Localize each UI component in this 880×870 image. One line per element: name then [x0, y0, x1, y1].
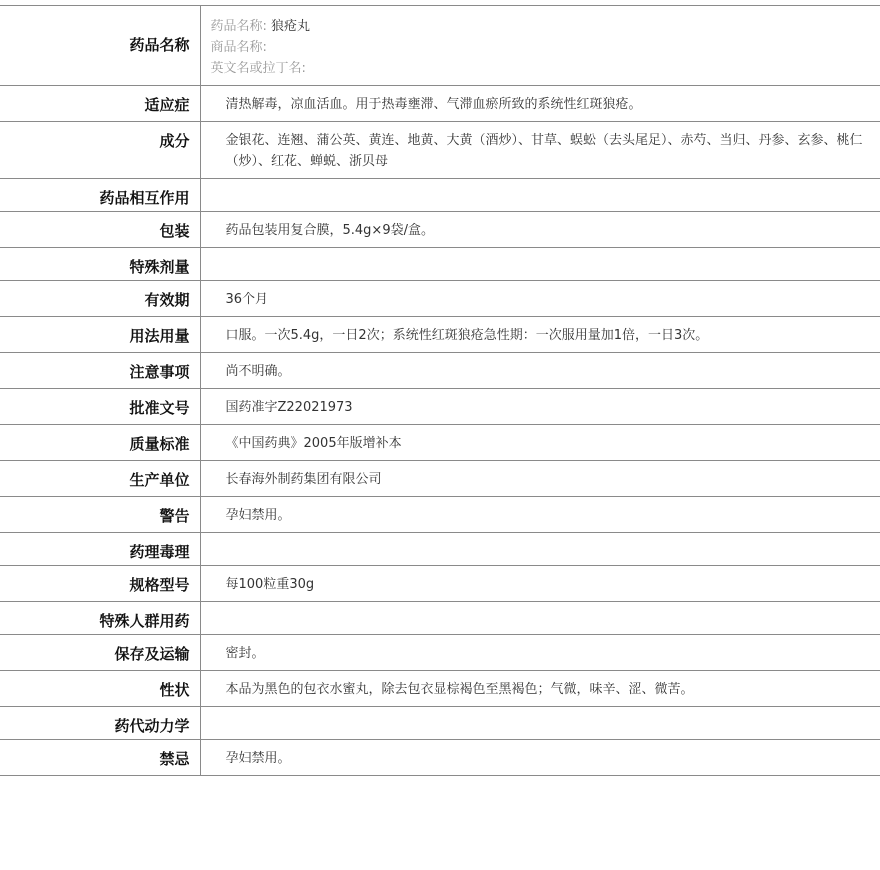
row-label: 成分	[0, 122, 200, 179]
row-value: 本品为黑色的包衣水蜜丸，除去包衣显棕褐色至黑褐色；气微，味辛、涩、微苦。	[200, 671, 880, 707]
generic-name-value: 狼疮丸	[271, 19, 311, 34]
row-precautions	[0, 353, 880, 389]
row-value: 密封。	[200, 635, 880, 671]
row-label: 用法用量	[0, 317, 200, 353]
trade-name-line	[211, 37, 871, 58]
row-value	[200, 707, 880, 740]
trade-name-key: 商品名称:	[210, 40, 267, 55]
row-label: 有效期	[0, 281, 200, 317]
drug-name-cell	[200, 6, 880, 86]
generic-name-key: 药品名称:	[210, 19, 267, 34]
row-pharmacology	[0, 533, 880, 566]
row-packaging	[0, 212, 880, 248]
row-label: 禁忌	[0, 740, 200, 776]
row-value: 药品包装用复合膜，5.4g×9袋/盒。	[200, 212, 880, 248]
row-value: 孕妇禁用。	[200, 740, 880, 776]
row-value	[200, 602, 880, 635]
row-value: 口服。一次5.4g，一日2次；系统性红斑狼疮急性期：一次服用量加1倍，一日3次。	[200, 317, 880, 353]
row-drug-name	[0, 6, 880, 86]
row-label: 生产单位	[0, 461, 200, 497]
row-warning	[0, 497, 880, 533]
row-value	[200, 533, 880, 566]
generic-name-line	[211, 16, 871, 37]
row-label: 警告	[0, 497, 200, 533]
row-shelf-life	[0, 281, 880, 317]
row-special-populations	[0, 602, 880, 635]
row-label: 注意事项	[0, 353, 200, 389]
row-contraindications	[0, 740, 880, 776]
row-value: 每100粒重30g	[200, 566, 880, 602]
row-special-dosage	[0, 248, 880, 281]
row-value: 清热解毒，凉血活血。用于热毒壅滞、气滞血瘀所致的系统性红斑狼疮。	[200, 86, 880, 122]
row-ingredients	[0, 122, 880, 179]
row-description	[0, 671, 880, 707]
row-value: 金银花、连翘、蒲公英、黄连、地黄、大黄（酒炒）、甘草、蜈蚣（去头尾足）、赤芍、当归、丹参、玄参、桃仁（炒）、红花、蝉蜕、浙贝母	[200, 122, 880, 179]
row-interactions	[0, 179, 880, 212]
english-name-key: 英文名或拉丁名:	[210, 61, 306, 76]
row-label: 保存及运输	[0, 635, 200, 671]
row-approval-number	[0, 389, 880, 425]
row-value: 长春海外制药集团有限公司	[200, 461, 880, 497]
row-value: 《中国药典》2005年版增补本	[200, 425, 880, 461]
row-value	[200, 248, 880, 281]
row-label: 适应症	[0, 86, 200, 122]
row-label: 特殊人群用药	[0, 602, 200, 635]
row-label: 特殊剂量	[0, 248, 200, 281]
row-label: 规格型号	[0, 566, 200, 602]
row-label: 批准文号	[0, 389, 200, 425]
row-label: 性状	[0, 671, 200, 707]
row-indications	[0, 86, 880, 122]
row-value	[200, 179, 880, 212]
row-value: 国药准字Z22021973	[200, 389, 880, 425]
english-name-line	[211, 58, 871, 79]
row-storage	[0, 635, 880, 671]
row-specification	[0, 566, 880, 602]
row-dosage	[0, 317, 880, 353]
row-label: 药品相互作用	[0, 179, 200, 212]
row-quality-standard	[0, 425, 880, 461]
row-label: 药品名称	[0, 6, 200, 86]
row-manufacturer	[0, 461, 880, 497]
row-value: 36个月	[200, 281, 880, 317]
row-value: 尚不明确。	[200, 353, 880, 389]
row-label: 药理毒理	[0, 533, 200, 566]
drug-info-table	[0, 5, 880, 776]
row-value: 孕妇禁用。	[200, 497, 880, 533]
row-label: 药代动力学	[0, 707, 200, 740]
row-pharmacokinetics	[0, 707, 880, 740]
row-label: 包装	[0, 212, 200, 248]
row-label: 质量标准	[0, 425, 200, 461]
